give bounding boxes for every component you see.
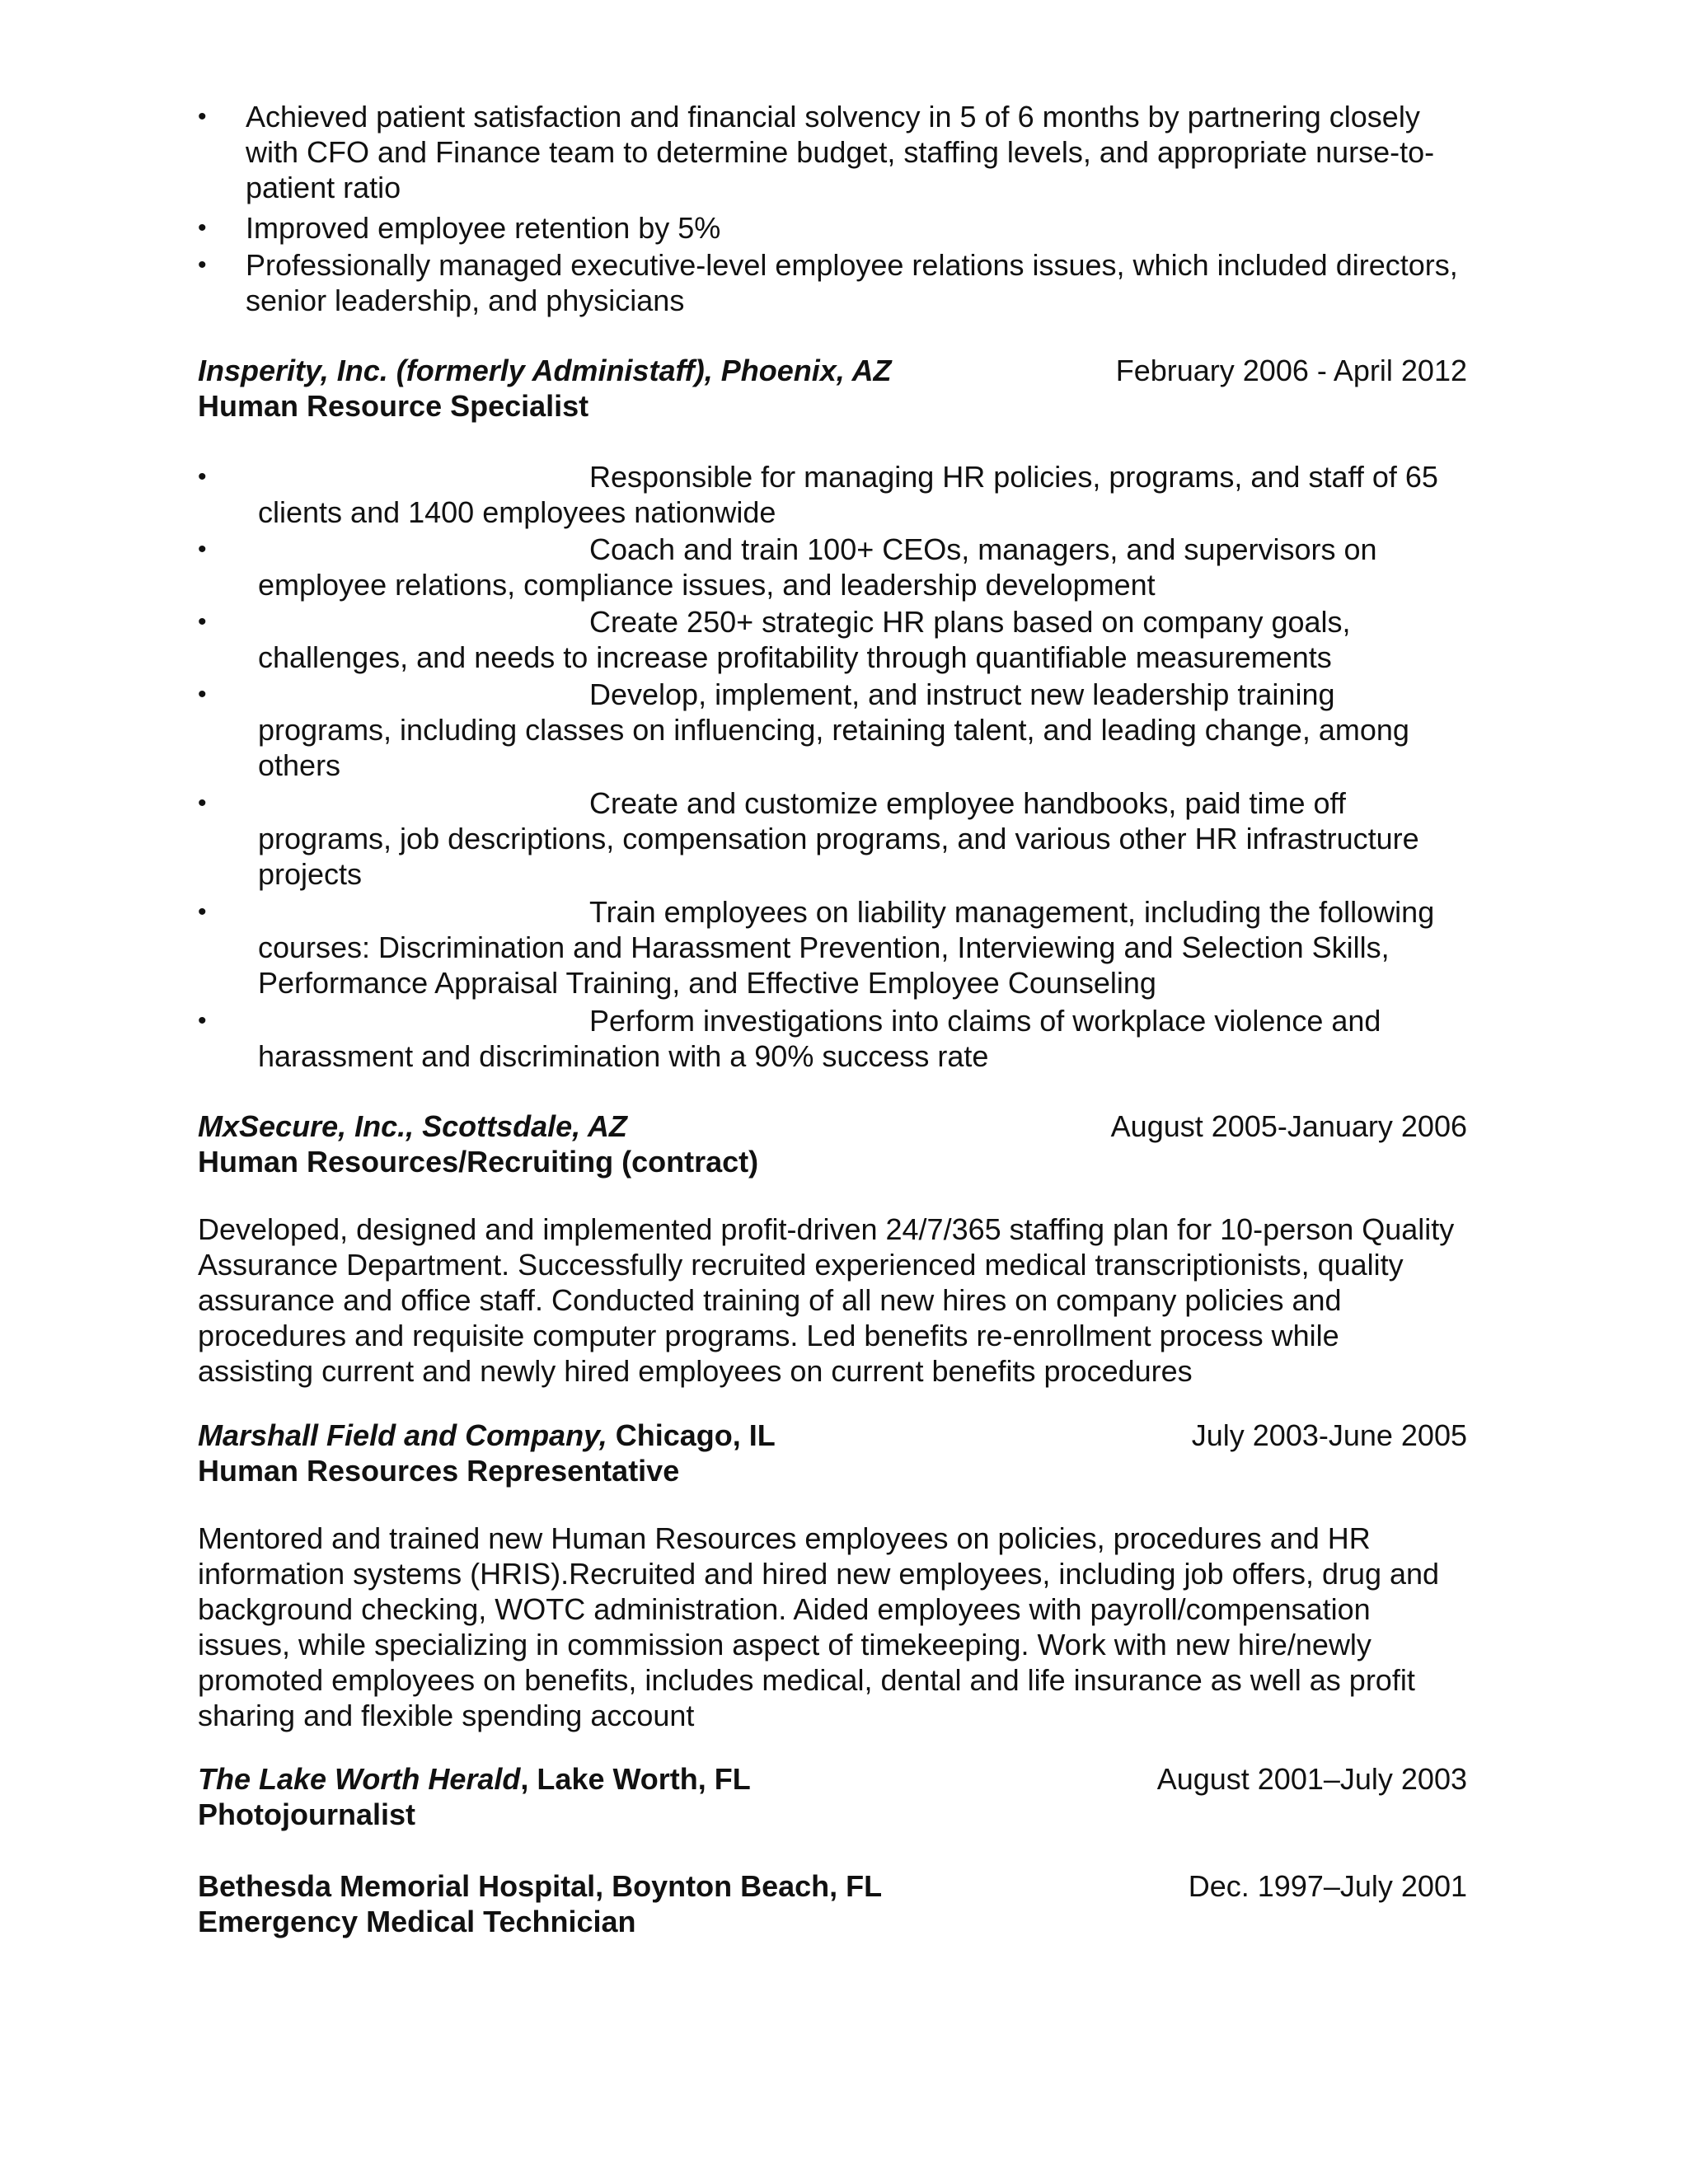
job-description-marshall: [198, 1521, 1484, 1733]
list-item-line: projects: [258, 857, 363, 891]
list-item-line: senior leadership, and physicians: [246, 284, 685, 317]
paragraph-line: procedures and requisite computer programs. Led benefits re-enrollment process while: [198, 1319, 1339, 1352]
list-item: [258, 894, 1511, 1001]
list-item-line: Train employees on liability management, including the following: [589, 895, 1435, 929]
paragraph-line: issues, while specializing in commission aspect of timekeeping. Work with new hire/newly: [198, 1628, 1372, 1661]
paragraph-line: Developed, designed and implemented profit-driven 24/7/365 staffing plan for 10-person Quality: [198, 1212, 1455, 1246]
list-item-line: others: [258, 748, 341, 782]
job-header-marshall: [198, 1418, 1467, 1488]
company-name: MxSecure, Inc., Scottsdale, AZ: [198, 1109, 627, 1143]
company-location: Chicago, IL: [607, 1418, 776, 1452]
list-item-line: Professionally managed executive-level employee relations issues, which included directors,: [246, 248, 1458, 282]
list-item-line: with CFO and Finance team to determine budget, staffing levels, and appropriate nurse-to-: [246, 135, 1435, 169]
job-dates: Dec. 1997–July 2001: [1188, 1869, 1467, 1903]
list-item: [246, 210, 1498, 246]
list-item: [258, 532, 1511, 602]
paragraph-line: Mentored and trained new Human Resources employees on policies, procedures and HR: [198, 1521, 1371, 1555]
list-item: [246, 247, 1498, 318]
job-dates: August 2005-January 2006: [1110, 1109, 1467, 1143]
job-title: Human Resources Representative: [198, 1454, 680, 1488]
list-item-line: harassment and discrimination with a 90% success rate: [258, 1039, 989, 1073]
job-dates: August 2001–July 2003: [1156, 1762, 1467, 1796]
paragraph-line: background checking, WOTC administration. Aided employees with payroll/compensation: [198, 1592, 1371, 1626]
paragraph-line: assisting current and newly hired employees on current benefits procedures: [198, 1354, 1193, 1388]
company-name: Insperity, Inc. (formerly Administaff), Phoenix, AZ: [198, 354, 892, 387]
job-description-mxsecure: [198, 1212, 1484, 1389]
bullet-marker: •: [198, 681, 207, 708]
paragraph-line: promoted employees on benefits, includes medical, dental and life insurance as well as profit: [198, 1663, 1415, 1697]
list-item: [258, 1003, 1511, 1074]
list-item-line: clients and 1400 employees nationwide: [258, 495, 776, 529]
list-item-line: Achieved patient satisfaction and financial solvency in 5 of 6 months by partnering closely: [246, 100, 1420, 134]
list-item-line: Create 250+ strategic HR plans based on company goals,: [589, 605, 1351, 639]
list-item-line: employee relations, compliance issues, and leadership development: [258, 568, 1156, 602]
company-name-italic: Marshall Field and Company,: [198, 1418, 607, 1452]
job-header-insperity: [198, 353, 1467, 424]
job-dates: February 2006 - April 2012: [1115, 354, 1467, 387]
list-item-line: Develop, implement, and instruct new leadership training: [589, 677, 1335, 711]
job-header-bethesda: [198, 1868, 1467, 1939]
paragraph-line: sharing and flexible spending account: [198, 1699, 695, 1732]
company-location: , Lake Worth, FL: [520, 1762, 751, 1796]
bullet-marker: •: [198, 214, 207, 241]
paragraph-line: assurance and office staff. Conducted training of all new hires on company policies and: [198, 1283, 1342, 1317]
list-item: [258, 604, 1511, 675]
list-item: [246, 99, 1498, 205]
list-item: [258, 459, 1511, 530]
bullet-marker: •: [198, 790, 207, 817]
bullet-marker: •: [198, 1007, 207, 1034]
list-item-line: Perform investigations into claims of workplace violence and: [589, 1004, 1381, 1038]
company-name-italic: The Lake Worth Herald: [198, 1762, 521, 1796]
job-title: Emergency Medical Technician: [198, 1905, 636, 1938]
job-title: Human Resource Specialist: [198, 389, 589, 423]
job-header-mxsecure: [198, 1108, 1467, 1179]
job-title: Human Resources/Recruiting (contract): [198, 1145, 759, 1179]
list-item: [258, 785, 1511, 892]
job-title: Photojournalist: [198, 1797, 415, 1831]
job-header-lakeworth: [198, 1761, 1467, 1832]
list-item: [258, 677, 1511, 783]
list-item-line: Performance Appraisal Training, and Effective Employee Counseling: [258, 966, 1156, 1000]
list-item-line: programs, job descriptions, compensation programs, and various other HR infrastructure: [258, 822, 1419, 855]
list-item-line: programs, including classes on influencing, retaining talent, and leading change, among: [258, 713, 1409, 747]
company-name: [198, 1418, 776, 1453]
paragraph-line: information systems (HRIS).Recruited and hired new employees, including job offers, drug and: [198, 1557, 1440, 1591]
list-item-line: challenges, and needs to increase profitability through quantifiable measurements: [258, 640, 1332, 674]
company-name: [198, 1761, 751, 1797]
list-item-line: patient ratio: [246, 171, 401, 204]
job-dates: July 2003-June 2005: [1191, 1418, 1467, 1452]
list-item-line: Responsible for managing HR policies, programs, and staff of 65: [589, 460, 1438, 494]
paragraph-line: Assurance Department. Successfully recruited experienced medical transcriptionists, quality: [198, 1248, 1404, 1282]
bullet-marker: •: [198, 608, 207, 635]
list-item-line: courses: Discrimination and Harassment Prevention, Interviewing and Selection Skills,: [258, 930, 1390, 964]
bullet-marker: •: [198, 898, 207, 926]
list-item-line: Coach and train 100+ CEOs, managers, and supervisors on: [589, 532, 1377, 566]
bullet-marker: •: [198, 463, 207, 490]
bullet-marker: •: [198, 536, 207, 563]
list-item-line: Improved employee retention by 5%: [246, 211, 721, 245]
list-item-line: Create and customize employee handbooks, paid time off: [589, 786, 1346, 820]
bullet-marker: •: [198, 251, 207, 279]
bullet-marker: •: [198, 103, 207, 130]
company-name: Bethesda Memorial Hospital, Boynton Beach, FL: [198, 1869, 883, 1903]
